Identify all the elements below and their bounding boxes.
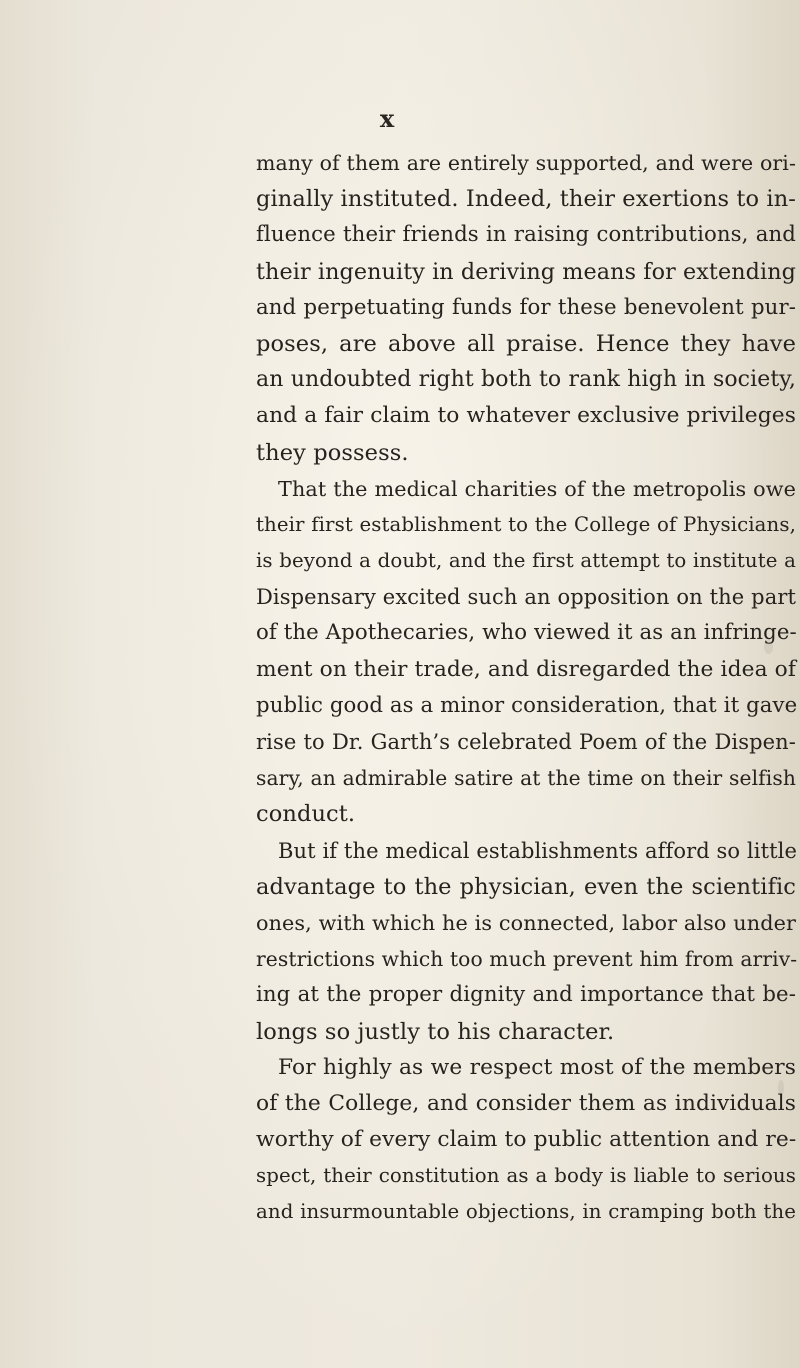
text-line: is beyond a doubt, and the first attempt to institute a	[256, 549, 796, 573]
text-line: they possess.	[256, 439, 409, 466]
text-line: worthy of every claim to public attention and re-	[256, 1127, 797, 1153]
text-line: advantage to the physician, even the scientific	[256, 873, 796, 900]
text-line: ginally instituted. Indeed, their exertions to in-	[256, 186, 796, 213]
text-line: conduct.	[256, 801, 356, 828]
text-line: poses, are above all praise. Hence they have	[256, 330, 796, 357]
text-line: many of them are entirely supported, and were ori-	[256, 151, 796, 175]
text-line: restrictions which too much prevent him from arriv-	[256, 947, 798, 972]
text-line: rise to Dr. Garth’s celebrated Poem of the Dispen-	[256, 730, 796, 754]
text-line: an undoubted right both to rank high in society,	[256, 367, 796, 393]
text-line: public good as a minor consideration, that it gave	[256, 692, 798, 718]
page-number: x	[379, 104, 395, 133]
text-line: Dispensary excited such an opposition on the part	[256, 585, 796, 610]
text-line: But if the medical establishments afford so little	[278, 838, 797, 863]
text-line: That the medical charities of the metropolis owe	[278, 476, 796, 501]
text-line: ones, with which he is connected, labor also under	[256, 910, 796, 935]
text-line: their ingenuity in deriving means for extending	[256, 258, 796, 285]
text-line: their first establishment to the College of Physicians,	[256, 512, 796, 536]
text-line: ing at the proper dignity and importance that be-	[256, 982, 796, 1008]
text-line: of the College, and consider them as individuals	[256, 1090, 796, 1116]
text-line: longs so justly to his character.	[256, 1018, 615, 1045]
text-line: and perpetuating funds for these benevolent pur-	[256, 294, 796, 320]
text-line: and insurmountable objections, in cramping both the	[256, 1200, 796, 1224]
text-line: fluence their friends in raising contributions, and	[256, 222, 796, 248]
text-line: and a fair claim to whatever exclusive privileges	[256, 403, 796, 429]
text-line: For highly as we respect most of the members	[278, 1054, 796, 1080]
text-line: ment on their trade, and disregarded the idea of	[256, 656, 796, 682]
text-line: spect, their constitution as a body is liable to serious	[256, 1164, 796, 1188]
text-line: sary, an admirable satire at the time on their selfish	[256, 766, 796, 791]
text-line: of the Apothecaries, who viewed it as an infringe-	[256, 620, 797, 646]
body-text	[256, 145, 796, 1231]
